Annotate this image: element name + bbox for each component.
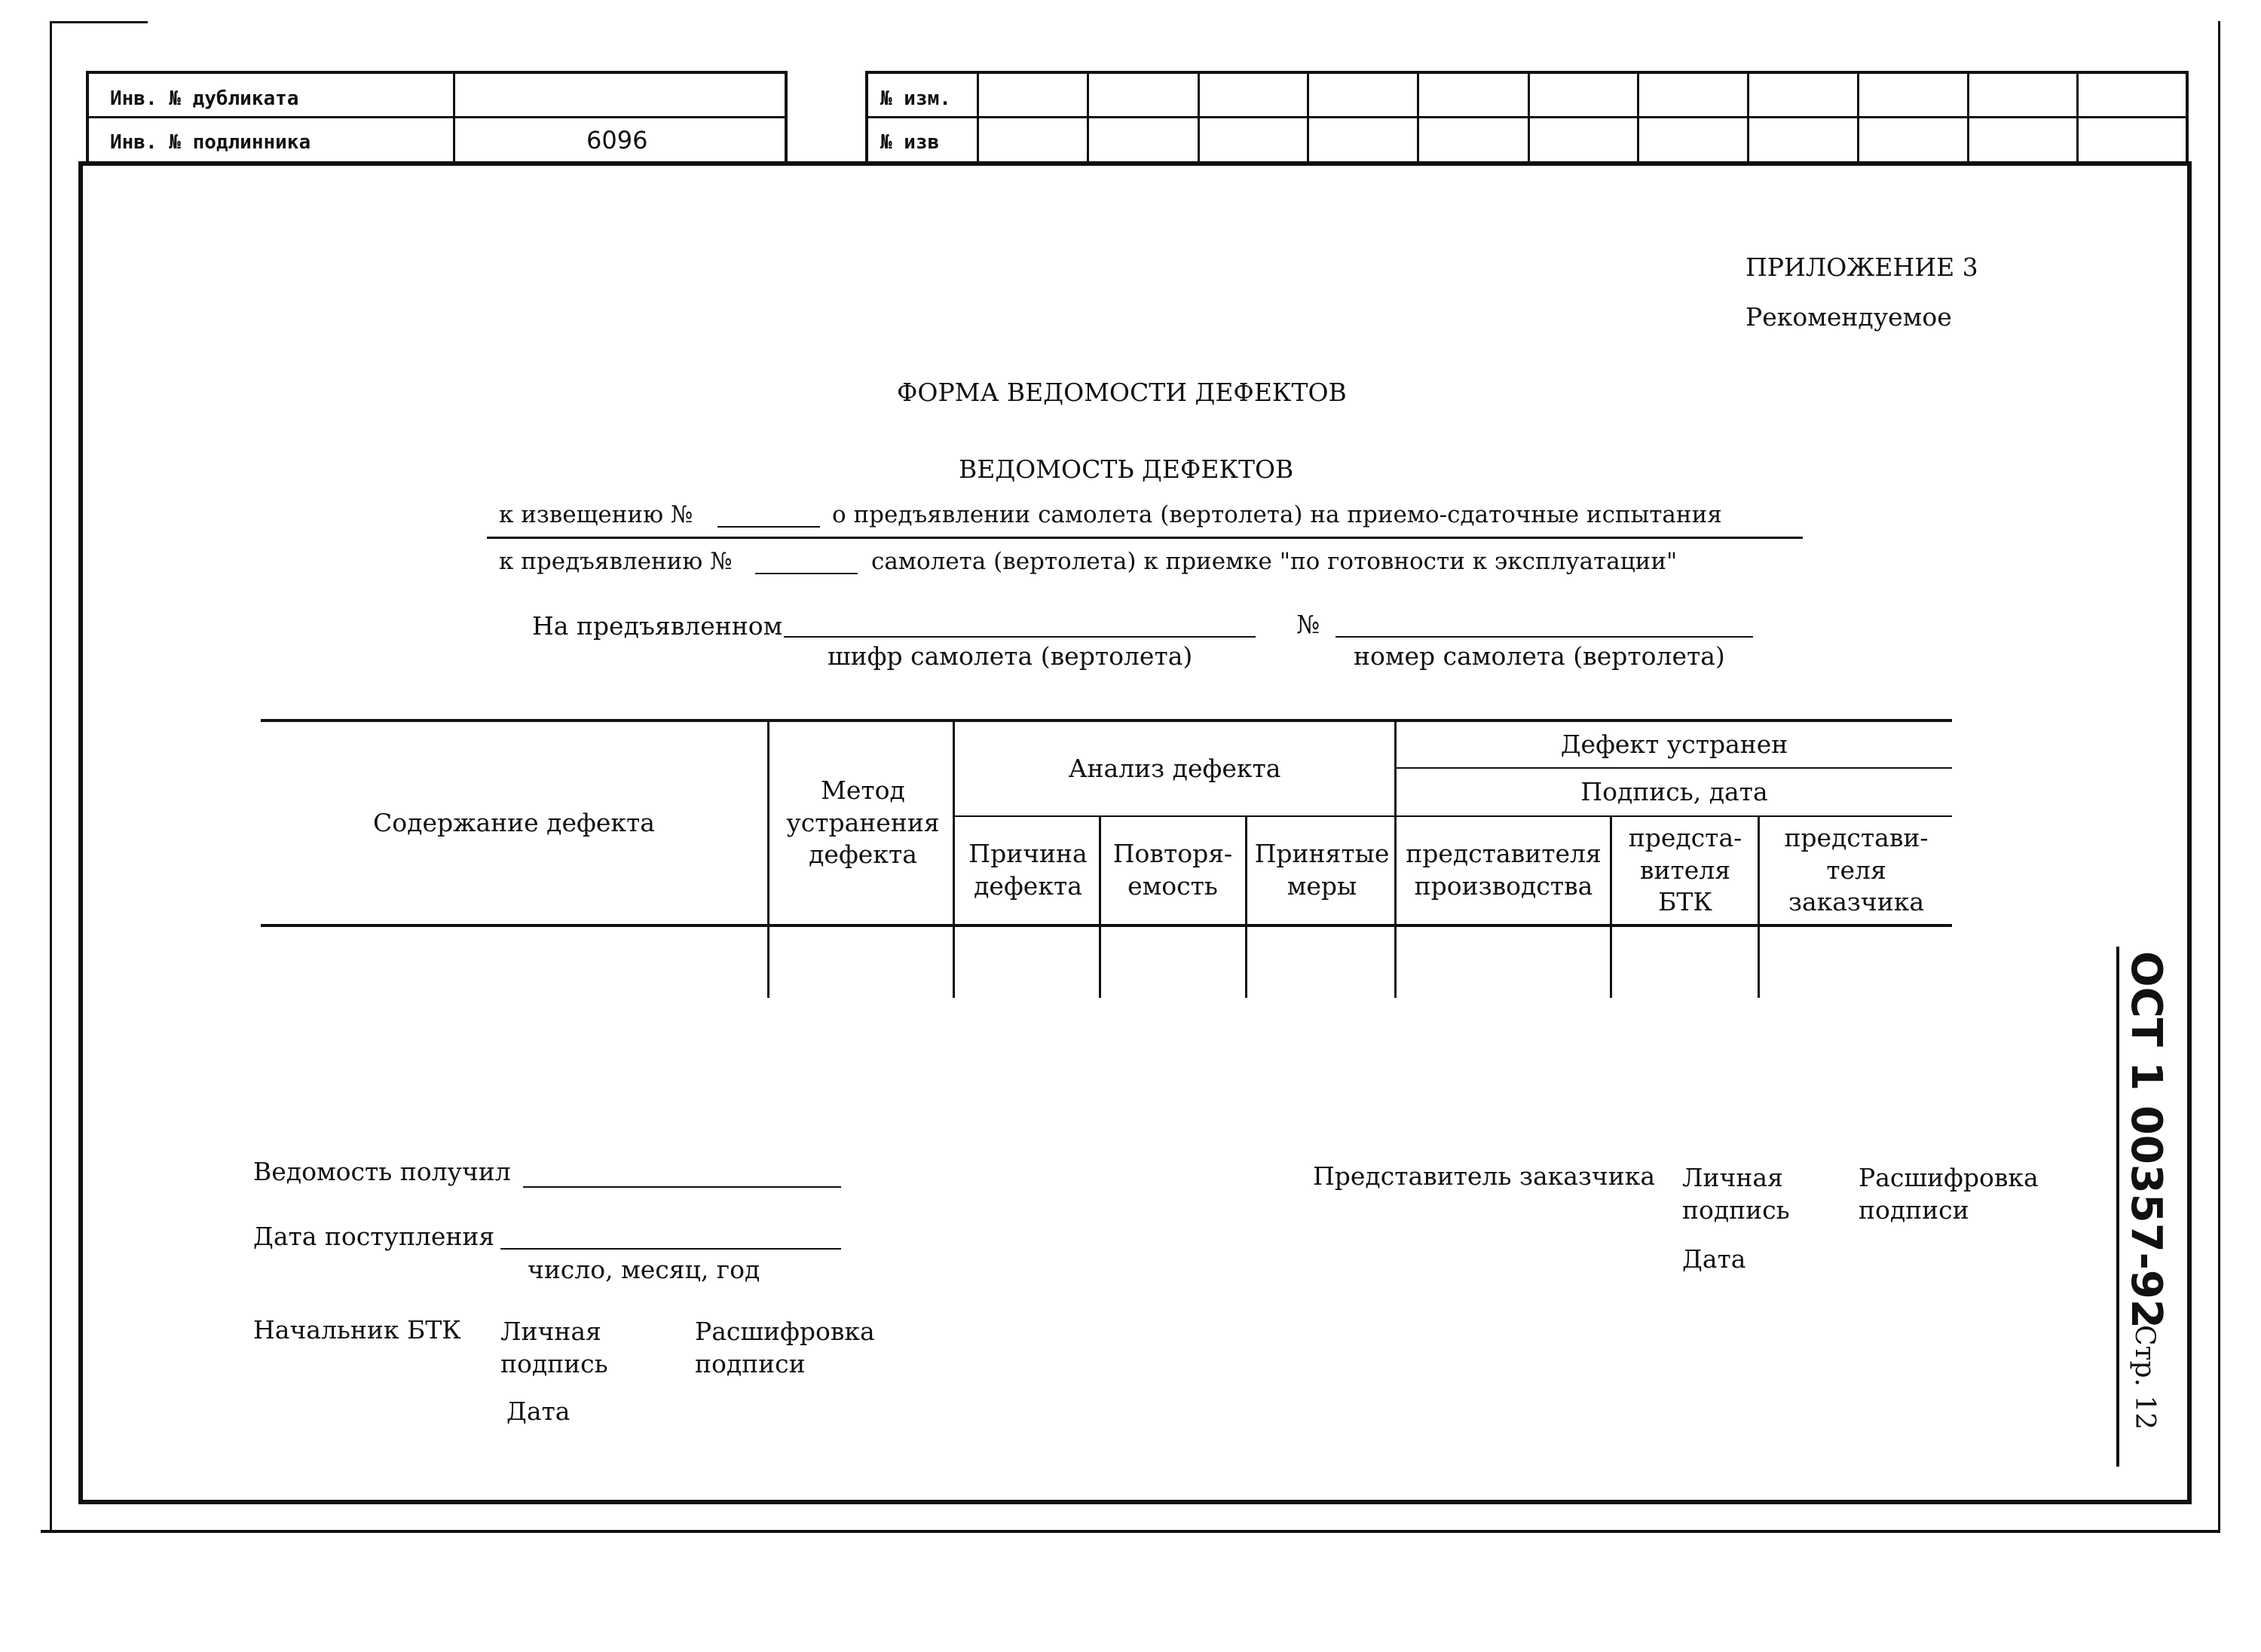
- defect-table: [261, 719, 1952, 998]
- izm-label: № изм.: [880, 87, 951, 110]
- doc-title: ВЕДОМОСТЬ ДЕФЕКТОВ: [959, 454, 1294, 484]
- customer-decode: Расшифровка подписи: [1859, 1163, 2039, 1225]
- received-label: Ведомость получил: [253, 1157, 511, 1186]
- btk-head-label: Начальник БТК: [253, 1315, 461, 1345]
- line2-suffix: самолета (вертолета) к приемке "по готовности к эксплуатации": [871, 548, 1678, 575]
- col-repeat: Повторя- емость: [1112, 839, 1233, 901]
- arrival-date-blank: [500, 1248, 841, 1250]
- btk-personal-sign: Личная подпись: [500, 1317, 608, 1378]
- number-sign: №: [1296, 610, 1320, 639]
- inventory-table: [86, 71, 788, 163]
- stamp-rule: [2116, 947, 2119, 1467]
- arrival-date-label: Дата поступления: [253, 1222, 495, 1251]
- customer-rep-label: Представитель заказчика: [1313, 1161, 1656, 1191]
- col-method: Метод устранения дефекта: [786, 775, 940, 870]
- dup-label: Инв. № дубликата: [110, 87, 299, 110]
- group-analysis: Анализ дефекта: [1068, 753, 1281, 783]
- sheet-border-bottom: [41, 1530, 2220, 1533]
- appendix-title: ПРИЛОЖЕНИЕ 3: [1745, 252, 1978, 282]
- form-title: ФОРМА ВЕДОМОСТИ ДЕФЕКТОВ: [897, 378, 1347, 407]
- presented-label: На предъявленном: [532, 611, 783, 641]
- received-blank: [523, 1186, 841, 1188]
- col-rep-btk: предста- вителя БТК: [1628, 822, 1742, 917]
- appendix-status: Рекомендуемое: [1745, 302, 1952, 332]
- col-rep-cust: представи- теля заказчика: [1784, 822, 1929, 917]
- customer-date: Дата: [1682, 1244, 1746, 1274]
- change-table: [865, 71, 2189, 163]
- standard-code: ОСТ 1 00357-92: [2122, 951, 2171, 1329]
- line1-rule: [487, 537, 1803, 539]
- number-blank: [1335, 636, 1753, 638]
- number-caption: номер самолета (вертолета): [1354, 641, 1725, 671]
- sheet-border-left: [50, 21, 52, 1533]
- line1-suffix: о предъявлении самолета (вертолета) на приемо-сдаточные испытания: [832, 501, 1722, 528]
- orig-value: 6096: [586, 126, 648, 154]
- btk-date: Дата: [506, 1397, 571, 1426]
- cipher-blank: [784, 636, 1256, 638]
- orig-label: Инв. № подлинника: [110, 131, 311, 154]
- line1-prefix: к извещению №: [499, 501, 693, 528]
- notice-number-blank: [717, 526, 820, 528]
- sheet-border-right: [2218, 21, 2220, 1533]
- btk-decode: Расшифровка подписи: [695, 1317, 875, 1378]
- line2-prefix: к предъявлению №: [499, 548, 733, 575]
- group-fixed: Дефект устранен: [1560, 729, 1788, 759]
- col-rep-prod: представителя производства: [1406, 839, 1602, 901]
- page-number: Стр. 12: [2129, 1325, 2160, 1430]
- col-measures: Принятые меры: [1254, 839, 1390, 901]
- izv-label: № изв: [880, 131, 940, 154]
- group-sign: Подпись, дата: [1580, 776, 1768, 806]
- col-cause: Причина дефекта: [968, 839, 1088, 901]
- sheet-border-top: [50, 21, 148, 23]
- cipher-caption: шифр самолета (вертолета): [828, 641, 1193, 671]
- col-content: Содержание дефекта: [373, 807, 655, 837]
- presentation-number-blank: [755, 573, 858, 574]
- date-caption: число, месяц, год: [528, 1255, 760, 1284]
- customer-personal-sign: Личная подпись: [1682, 1163, 1790, 1225]
